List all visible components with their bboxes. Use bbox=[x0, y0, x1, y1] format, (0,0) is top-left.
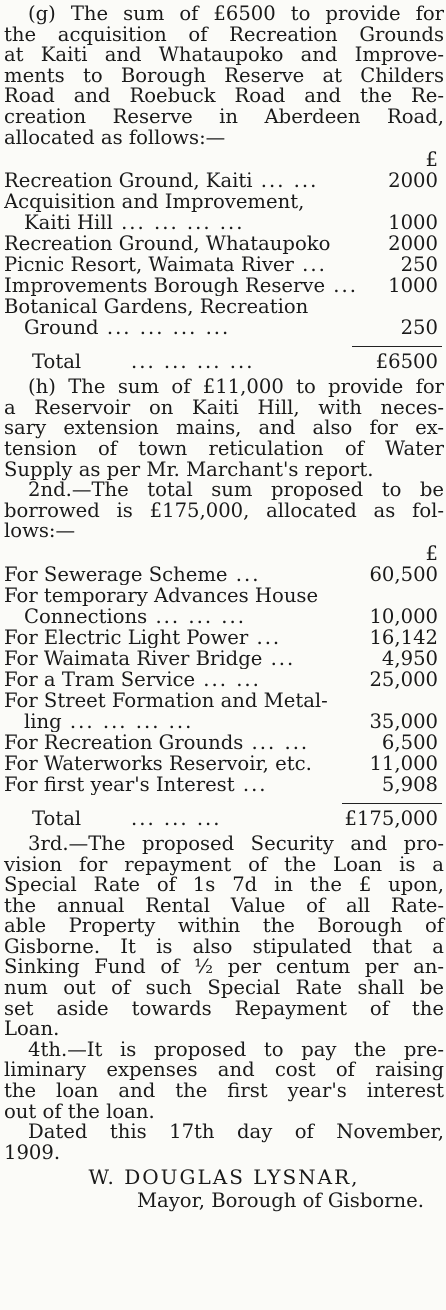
text-line: the annual Rental Value of all Rate- bbox=[4, 893, 444, 917]
allocation-row bbox=[4, 233, 444, 254]
allocation-amount: 1000 bbox=[388, 211, 438, 235]
leader-dots: ... ... ... ... bbox=[61, 710, 194, 732]
leader-dots: ... ... ... ... bbox=[112, 212, 245, 234]
text-line: vision for repayment of the Loan is a bbox=[4, 852, 444, 876]
total-amount-2: £175,000 bbox=[344, 806, 438, 830]
leader-dots: ... ... bbox=[195, 668, 261, 690]
text-line: able Property within the Borough of bbox=[4, 914, 444, 938]
allocation-row bbox=[4, 585, 444, 606]
text-line: allocated as follows:— bbox=[4, 125, 226, 149]
currency-header-2: £ bbox=[425, 541, 438, 565]
text-line: borrowed is £175,000, allocated as fol- bbox=[4, 498, 444, 522]
allocation-label: Acquisition and Improvement, bbox=[4, 191, 305, 213]
text-line: num out of such Special Rate shall be bbox=[4, 976, 444, 1000]
allocation-amount: 16,142 bbox=[369, 625, 438, 649]
allocation-label: For first year's Interest bbox=[4, 773, 235, 795]
allocation-table-g bbox=[4, 170, 444, 338]
text-line: set aside towards Repayment of the bbox=[4, 996, 444, 1020]
allocation-label: For Waterworks Reservoir, etc. bbox=[4, 752, 312, 774]
text-line: a Reservoir on Kaiti Hill, with neces- bbox=[4, 395, 444, 419]
text-line: at Kaiti and Whataupoko and Improve- bbox=[4, 43, 444, 67]
allocation-row bbox=[4, 753, 444, 774]
text-line: tension of town reticulation of Water bbox=[4, 436, 444, 460]
currency-header-g: £ bbox=[425, 148, 438, 172]
text-line: 4th.—It is proposed to pay the pre- bbox=[28, 1037, 444, 1061]
leader-dots: ... bbox=[325, 275, 358, 297]
allocation-label: Recreation Ground, Kaiti bbox=[4, 170, 253, 192]
allocation-row bbox=[4, 711, 444, 732]
leader-dots: ... ... bbox=[252, 170, 319, 192]
allocation-row bbox=[4, 254, 444, 275]
allocation-amount bbox=[378, 585, 444, 606]
text-line: Supply as per Mr. Marchant's report. bbox=[4, 457, 374, 481]
paragraph-h bbox=[4, 377, 444, 480]
allocation-label: Picnic Resort, Waimata River bbox=[4, 254, 294, 276]
leader-dots: ... ... ... bbox=[147, 605, 246, 627]
leader-dots: ... bbox=[293, 254, 327, 276]
allocation-row bbox=[4, 564, 444, 585]
text-line: Road and Roebuck Road and the Re- bbox=[4, 84, 444, 108]
text-line: Gisborne. It is also stipulated that a bbox=[4, 934, 444, 958]
allocation-label: Kaiti Hill bbox=[24, 212, 113, 234]
allocation-label: Connections bbox=[24, 605, 148, 627]
allocation-label: For temporary Advances House bbox=[4, 584, 319, 606]
allocation-row bbox=[4, 212, 444, 233]
text-line: 2nd.—The total sum proposed to be bbox=[28, 478, 444, 502]
text-line: out of the loan. bbox=[4, 1099, 155, 1123]
allocation-amount bbox=[378, 690, 444, 711]
text-line: (h) The sum of £11,000 to provide for bbox=[28, 375, 444, 399]
text-line: (g) The sum of £6500 to provide for bbox=[28, 2, 444, 25]
text-line: lows:— bbox=[4, 519, 76, 543]
allocation-amount: 2000 bbox=[388, 232, 438, 256]
allocation-label: For Waimata River Bridge bbox=[4, 647, 263, 669]
text-line: the acquisition of Recreation Grounds bbox=[4, 22, 444, 46]
allocation-label: Botanical Gardens, Recreation bbox=[4, 296, 309, 318]
text-line: sary extension mains, and also for ex- bbox=[4, 416, 444, 440]
total-rule-g bbox=[352, 346, 442, 347]
allocation-amount: 1000 bbox=[388, 274, 438, 298]
text-line: Special Rate of 1s 7d in the £ upon, bbox=[4, 873, 444, 897]
allocation-row bbox=[4, 732, 444, 753]
allocation-amount: 10,000 bbox=[369, 604, 438, 628]
allocation-amount: 25,000 bbox=[369, 667, 438, 691]
allocation-row bbox=[4, 606, 444, 627]
allocation-label: For Recreation Grounds bbox=[4, 731, 244, 753]
allocation-amount: 250 bbox=[400, 316, 438, 340]
text-line: 3rd.—The proposed Security and pro- bbox=[28, 831, 444, 855]
allocation-label: ling bbox=[24, 710, 62, 732]
total-row-g bbox=[4, 351, 444, 373]
allocation-amount: 250 bbox=[400, 253, 438, 277]
total-rule-2 bbox=[342, 803, 442, 804]
total-dots-g: ... ... ... ... bbox=[131, 350, 255, 374]
leader-dots: ... bbox=[234, 773, 268, 795]
paragraph-4th bbox=[4, 1037, 444, 1123]
allocation-row bbox=[4, 690, 444, 711]
text-line: the loan and the first year's interest bbox=[4, 1079, 444, 1103]
text-line: 1909. bbox=[4, 1140, 61, 1164]
allocation-table-2 bbox=[4, 564, 444, 795]
allocation-amount: 60,500 bbox=[369, 562, 438, 586]
leader-dots: ... bbox=[262, 647, 296, 669]
allocation-label: For a Tram Service bbox=[4, 668, 196, 690]
total-label-2: Total bbox=[32, 806, 82, 830]
total-dots-2: ... ... ... bbox=[131, 806, 222, 830]
allocation-label: Recreation Ground, Whataupoko bbox=[4, 233, 331, 255]
allocation-amount: 2000 bbox=[388, 169, 438, 193]
allocation-row bbox=[4, 170, 444, 191]
signature-name: W. DOUGLAS LYSNAR, bbox=[88, 1165, 360, 1190]
allocation-amount bbox=[378, 191, 444, 212]
text-line: Sinking Fund of ½ per centum per an- bbox=[4, 955, 444, 979]
allocation-row bbox=[4, 669, 444, 690]
allocation-label: For Electric Light Power bbox=[4, 626, 249, 648]
text-line: liminary expenses and cost of raising bbox=[4, 1058, 444, 1082]
allocation-row bbox=[4, 275, 444, 296]
allocation-row bbox=[4, 191, 444, 212]
total-label-g: Total bbox=[32, 350, 82, 374]
signature-title: Mayor, Borough of Gisborne. bbox=[136, 1189, 424, 1213]
dated-line bbox=[4, 1122, 444, 1163]
leader-dots: ... ... ... ... bbox=[98, 317, 231, 339]
allocation-amount: 5,908 bbox=[381, 772, 438, 796]
leader-dots: ... bbox=[227, 563, 261, 585]
total-row-2 bbox=[4, 808, 444, 830]
total-amount-g: £6500 bbox=[375, 350, 438, 374]
text-line: Dated this 17th day of November, bbox=[28, 1120, 444, 1144]
text-line: Loan. bbox=[4, 1017, 60, 1041]
allocation-label: Improvements Borough Reserve bbox=[4, 275, 326, 297]
allocation-amount: 6,500 bbox=[381, 730, 438, 754]
allocation-row bbox=[4, 627, 444, 648]
paragraph-3rd bbox=[4, 831, 444, 1041]
allocation-amount: 35,000 bbox=[369, 709, 438, 733]
allocation-amount: 11,000 bbox=[369, 751, 438, 775]
allocation-label: For Sewerage Scheme bbox=[4, 563, 228, 585]
allocation-row bbox=[4, 648, 444, 669]
allocation-row bbox=[4, 317, 444, 338]
allocation-row bbox=[4, 774, 444, 795]
text-line: creation Reserve in Aberdeen Road, bbox=[4, 104, 444, 128]
leader-dots: ... bbox=[248, 626, 282, 648]
text-line: ments to Borough Reserve at Childers bbox=[4, 63, 444, 87]
allocation-label: For Street Formation and Metal- bbox=[4, 689, 328, 711]
allocation-label: Ground bbox=[24, 317, 99, 339]
paragraph-2nd bbox=[4, 480, 444, 542]
allocation-amount: 4,950 bbox=[381, 646, 438, 670]
allocation-row bbox=[4, 296, 444, 317]
allocation-amount bbox=[378, 296, 444, 317]
paragraph-g bbox=[4, 4, 444, 148]
leader-dots: ... ... bbox=[243, 731, 310, 753]
